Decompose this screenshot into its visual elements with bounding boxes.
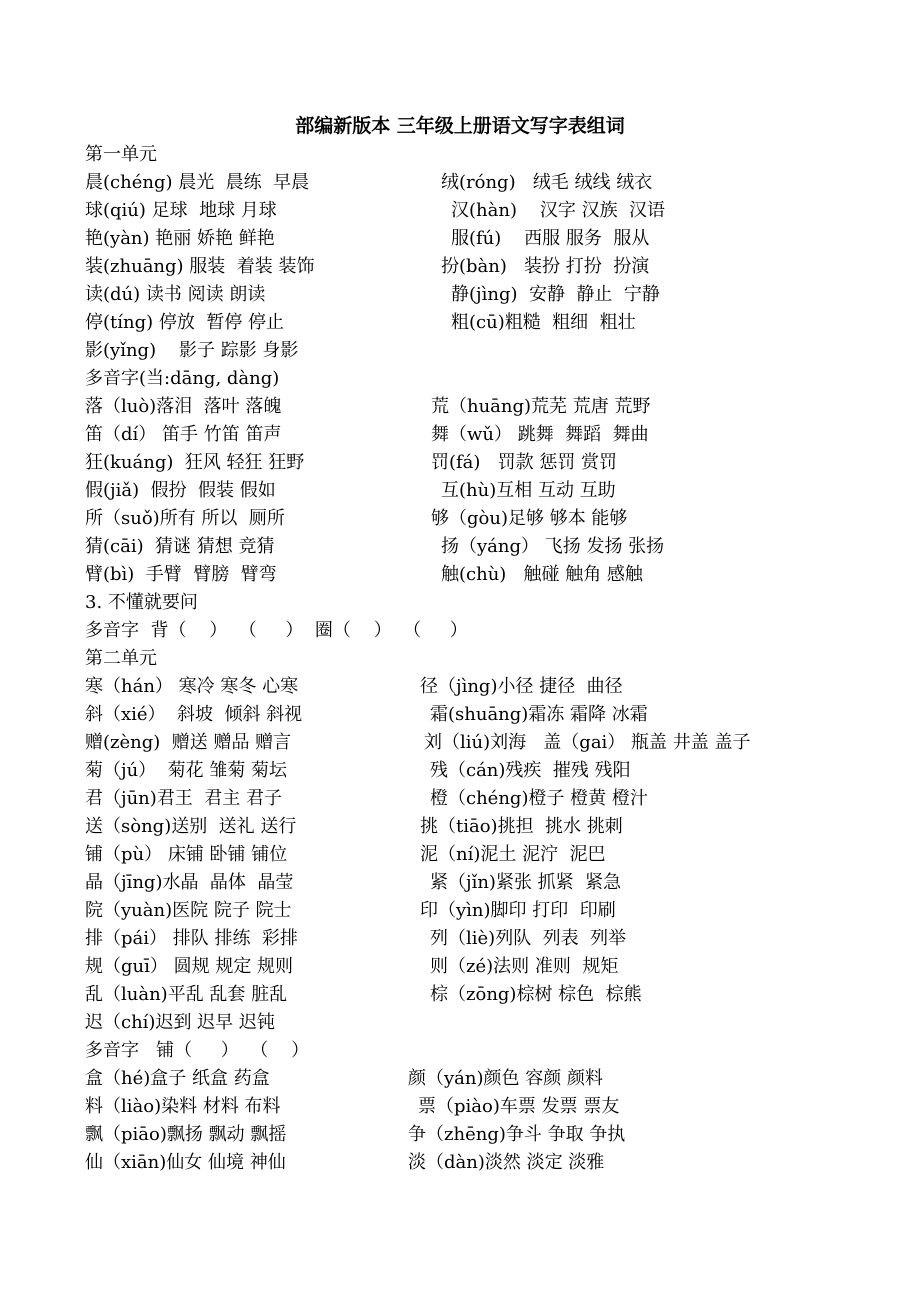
word-entry-left: 所（suǒ)所有 所以 厕所 bbox=[85, 508, 285, 529]
word-entry-right: 挑（tiāo)挑担 挑水 挑刺 bbox=[420, 816, 623, 837]
word-entry-left: 赠(zèng) 赠送 赠品 赠言 bbox=[85, 732, 292, 753]
word-entry-left: 艳(yàn) 艳丽 娇艳 鲜艳 bbox=[85, 228, 275, 249]
polyphone-note: 多音字(当:dāng, dàng) bbox=[85, 368, 280, 389]
word-entry-left: 臂(bì) 手臂 臂膀 臂弯 bbox=[85, 564, 277, 585]
polyphone-exercise: 多音字 背（ ） （ ） 圈（ ） （ ） bbox=[85, 620, 468, 641]
word-entry-left: 乱（luàn)平乱 乱套 脏乱 bbox=[85, 984, 288, 1005]
word-entry-right: 刘（liú)刘海 盖（gai） 瓶盖 井盖 盖子 bbox=[424, 732, 751, 753]
word-entry-left: 铺（pù） 床铺 卧铺 铺位 bbox=[85, 844, 288, 865]
word-entry-right: 汉(hàn) 汉字 汉族 汉语 bbox=[451, 200, 666, 221]
word-entry-left: 装(zhuāng) 服装 着装 装饰 bbox=[85, 256, 315, 277]
word-entry-left: 球(qiú) 足球 地球 月球 bbox=[85, 200, 277, 221]
word-entry-left: 狂(kuáng) 狂风 轻狂 狂野 bbox=[85, 452, 305, 473]
page-title: 部编新版本 三年级上册语文写字表组词 bbox=[295, 115, 625, 137]
word-entry-left: 猜(cāi) 猜谜 猜想 竞猜 bbox=[85, 536, 275, 557]
word-entry-right: 淡（dàn)淡然 淡定 淡雅 bbox=[408, 1152, 605, 1173]
word-entry-left: 迟（chí)迟到 迟早 迟钝 bbox=[85, 1012, 275, 1033]
word-entry-left: 寒（hán） 寒冷 寒冬 心寒 bbox=[85, 676, 299, 697]
polyphone-exercise: 多音字 铺（ ） （ ） bbox=[85, 1040, 310, 1061]
word-entry-right: 霜(shuāng)霜冻 霜降 冰霜 bbox=[430, 704, 648, 725]
section-heading: 第二单元 bbox=[85, 648, 157, 669]
lesson-heading: 3. 不懂就要问 bbox=[85, 592, 198, 613]
word-entry-left: 院（yuàn)医院 院子 院士 bbox=[85, 900, 292, 921]
word-entry-left: 料（liào)染料 材料 布料 bbox=[85, 1096, 281, 1117]
word-entry-left: 规（guī） 圆规 规定 规则 bbox=[85, 956, 294, 977]
word-entry-right: 扮(bàn) 装扮 打扮 扮演 bbox=[441, 256, 650, 277]
word-entry-right: 罚(fá) 罚款 惩罚 赏罚 bbox=[431, 452, 618, 473]
word-entry-left: 仙（xiān)仙女 仙境 神仙 bbox=[85, 1152, 286, 1173]
word-entry-right: 印（yìn)脚印 打印 印刷 bbox=[420, 900, 616, 921]
word-entry-left: 晨(chéng) 晨光 晨练 早晨 bbox=[85, 172, 310, 193]
word-entry-right: 粗(cū)粗糙 粗细 粗壮 bbox=[451, 312, 636, 333]
word-entry-left: 读(dú) 读书 阅读 朗读 bbox=[85, 284, 266, 305]
word-entry-right: 颜（yán)颜色 容颜 颜料 bbox=[408, 1068, 603, 1089]
word-entry-right: 扬（yáng） 飞扬 发扬 张扬 bbox=[441, 536, 665, 557]
word-entry-left: 晶（jīng)水晶 晶体 晶莹 bbox=[85, 872, 294, 893]
word-entry-right: 舞（wǔ） 跳舞 舞蹈 舞曲 bbox=[431, 424, 649, 445]
word-entry-left: 盒（hé)盒子 纸盒 药盒 bbox=[85, 1068, 270, 1089]
word-entry-right: 荒（huāng)荒芜 荒唐 荒野 bbox=[431, 396, 651, 417]
word-entry-right: 残（cán)残疾 摧残 残阳 bbox=[430, 760, 631, 781]
word-entry-left: 君（jūn)君王 君主 君子 bbox=[85, 788, 282, 809]
word-entry-left: 送（sòng)送别 送礼 送行 bbox=[85, 816, 297, 837]
word-entry-right: 触(chù) 触碰 触角 感触 bbox=[441, 564, 643, 585]
word-entry-left: 影(yǐng) 影子 踪影 身影 bbox=[85, 340, 299, 361]
word-entry-right: 服(fú) 西服 服务 服从 bbox=[451, 228, 650, 249]
word-entry-right: 争（zhēng)争斗 争取 争执 bbox=[408, 1124, 626, 1145]
word-entry-right: 橙（chéng)橙子 橙黄 橙汁 bbox=[430, 788, 648, 809]
word-entry-right: 列（liè)列队 列表 列举 bbox=[430, 928, 627, 949]
word-entry-right: 票（piào)车票 发票 票友 bbox=[418, 1096, 620, 1117]
word-entry-left: 飘（piāo)飘扬 飘动 飘摇 bbox=[85, 1124, 287, 1145]
word-entry-right: 绒(róng) 绒毛 绒线 绒衣 bbox=[441, 172, 653, 193]
word-entry-left: 排（pái） 排队 排练 彩排 bbox=[85, 928, 298, 949]
word-entry-left: 假(jiǎ) 假扮 假装 假如 bbox=[85, 480, 276, 501]
word-entry-right: 径（jìng)小径 捷径 曲径 bbox=[420, 676, 623, 697]
section-heading: 第一单元 bbox=[85, 144, 157, 165]
word-entry-right: 则（zé)法则 准则 规矩 bbox=[430, 956, 619, 977]
word-entry-right: 静(jìng) 安静 静止 宁静 bbox=[451, 284, 660, 305]
word-entry-right: 紧（jǐn)紧张 抓紧 紧急 bbox=[430, 872, 622, 893]
word-entry-right: 棕（zōng)棕树 棕色 棕熊 bbox=[430, 984, 642, 1005]
word-entry-right: 互(hù)互相 互动 互助 bbox=[441, 480, 616, 501]
word-entry-left: 笛（dí） 笛手 竹笛 笛声 bbox=[85, 424, 282, 445]
word-entry-left: 菊（jú） 菊花 雏菊 菊坛 bbox=[85, 760, 288, 781]
word-entry-left: 停(tíng) 停放 暂停 停止 bbox=[85, 312, 285, 333]
word-entry-right: 够（gòu)足够 够本 能够 bbox=[431, 508, 628, 529]
word-entry-left: 落（luò)落泪 落叶 落魄 bbox=[85, 396, 282, 417]
word-entry-right: 泥（ní)泥土 泥泞 泥巴 bbox=[420, 844, 606, 865]
word-entry-left: 斜（xié） 斜坡 倾斜 斜视 bbox=[85, 704, 303, 725]
